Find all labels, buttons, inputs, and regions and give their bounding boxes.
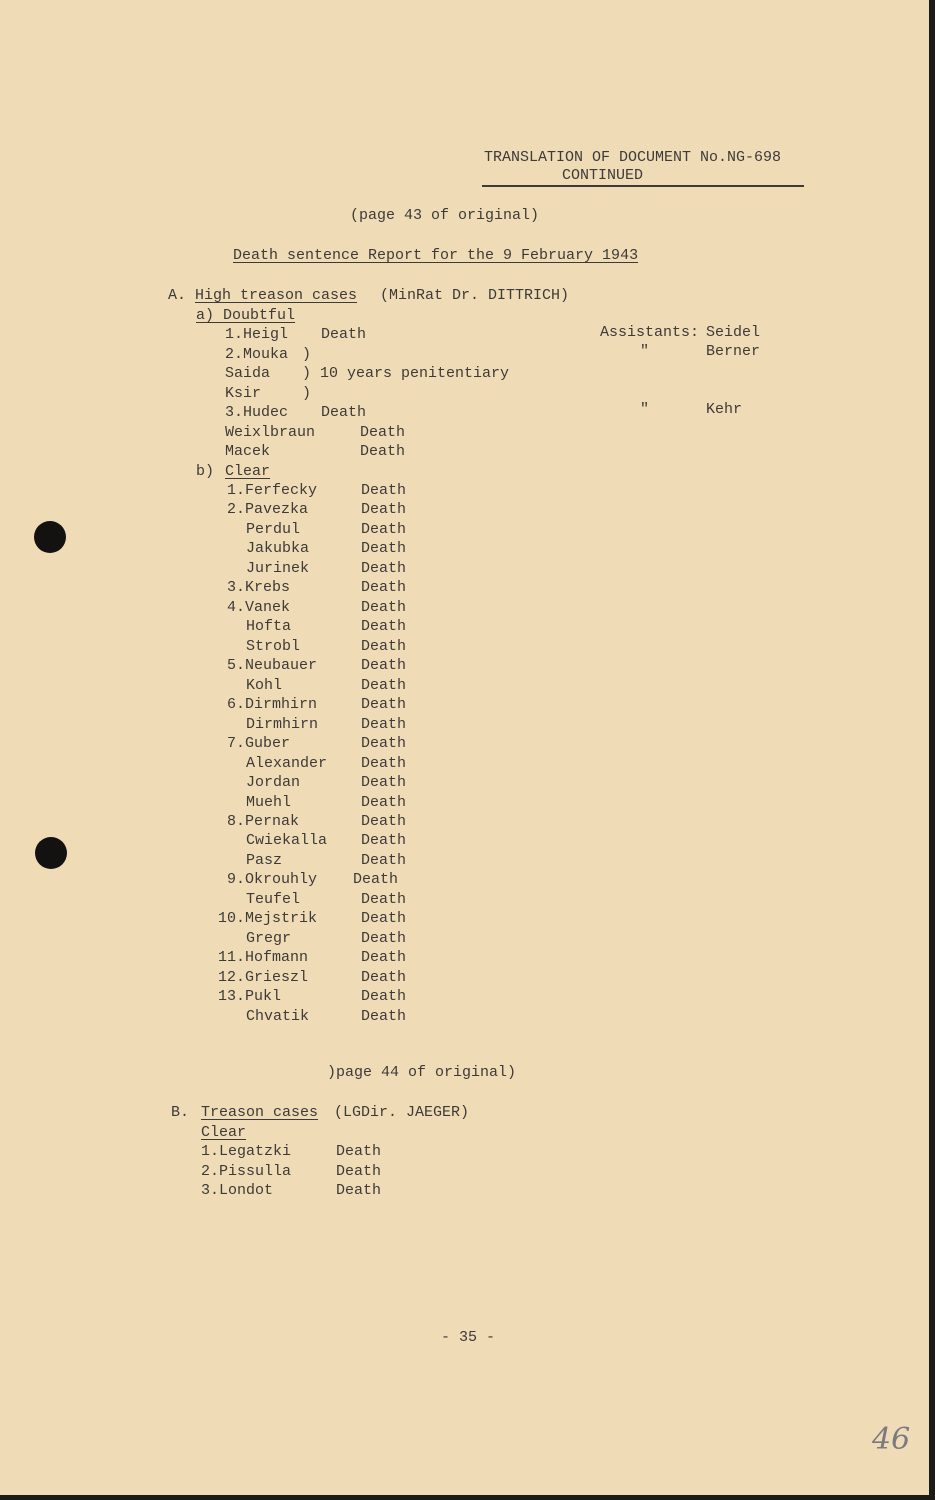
clear-sentence: Death — [361, 832, 407, 850]
clear-number: 4. — [227, 598, 246, 616]
clear-sentence: Death — [361, 696, 407, 714]
clear-number: 2. — [227, 501, 246, 519]
doubtful-name: Weixlbraun — [225, 423, 316, 441]
clear-sentence: Death — [361, 579, 407, 597]
clear-name: Chvatik — [246, 1007, 310, 1025]
treason-clear-number: 3. — [201, 1182, 220, 1199]
header-rule — [482, 185, 804, 187]
clear-sentence: Death — [361, 754, 407, 772]
clear-name: Pernak — [245, 812, 300, 830]
doubtful-name: Saida — [225, 365, 271, 382]
clear-sentence: Death — [361, 657, 407, 675]
clear-sentence: Death — [361, 910, 407, 928]
section-a-official: (MinRat Dr. DITTRICH) — [380, 287, 570, 304]
treason-clear-name: Legatzki — [219, 1143, 292, 1160]
clear-name: Jordan — [246, 774, 301, 792]
treason-clear-sentence: Death — [336, 1182, 382, 1199]
clear-name: Pavezka — [245, 501, 309, 519]
clear-sentence: Death — [361, 949, 407, 967]
clear-name: Kohl — [246, 676, 283, 694]
header-translation-line: TRANSLATION OF DOCUMENT No.NG-698 — [484, 149, 782, 166]
clear-name: Okrouhly — [245, 871, 318, 889]
page-number: - 35 - — [441, 1329, 496, 1346]
section-b-letter: B. — [171, 1104, 190, 1121]
clear-name: Jakubka — [246, 540, 310, 558]
clear-name: Vanek — [245, 598, 291, 616]
clear-sentence: Death — [361, 1007, 407, 1025]
clear-sentence: Death — [361, 618, 407, 636]
page-reference-44: )page 44 of original) — [327, 1064, 517, 1081]
doubtful-name: Heigl — [243, 326, 289, 343]
clear-name: Teufel — [246, 890, 301, 908]
clear-name: Strobl — [246, 637, 301, 655]
clear-sentence: Death — [361, 851, 407, 869]
clear-sentence: Death — [361, 559, 407, 577]
clear-name: Perdul — [246, 520, 301, 538]
doubtful-sentence: ) — [302, 384, 312, 402]
clear-sentence: Death — [353, 871, 399, 889]
clear-number: 9. — [227, 871, 246, 889]
treason-clear-sentence: Death — [336, 1162, 382, 1180]
clear-name: Ferfecky — [245, 482, 318, 499]
ditto-mark-2: " — [640, 401, 650, 418]
clear-name: Alexander — [246, 754, 328, 772]
doubtful-sentence: Death — [321, 404, 367, 421]
section-a-heading: High treason cases — [195, 287, 358, 304]
clear-number: 5. — [227, 657, 246, 675]
section-b-clear-label: Clear — [201, 1124, 247, 1141]
treason-clear-number: 2. — [201, 1162, 220, 1180]
clear-name: Jurinek — [246, 559, 310, 577]
clear-name: Guber — [245, 735, 291, 753]
clear-number: 1. — [227, 482, 246, 499]
clear-sentence: Death — [361, 774, 407, 792]
treason-clear-name: Londot — [219, 1182, 274, 1199]
clear-sentence: Death — [361, 501, 407, 519]
clear-sentence: Death — [361, 988, 407, 1006]
section-b-official: (LGDir. JAEGER) — [334, 1104, 470, 1121]
punch-hole-bottom — [35, 837, 67, 869]
clear-number: 11. — [218, 949, 246, 967]
clear-sentence: Death — [361, 929, 407, 947]
clear-number: 13. — [218, 988, 246, 1006]
clear-label: Clear — [225, 463, 271, 480]
doubtful-sentence: ) 10 years penitentiary — [302, 365, 510, 382]
doubtful-sentence: Death — [360, 423, 406, 441]
clear-name: Cwiekalla — [246, 832, 328, 850]
clear-number: 10. — [218, 910, 246, 928]
clear-sentence: Death — [361, 598, 407, 616]
clear-sentence: Death — [361, 968, 407, 986]
punch-hole-top — [34, 521, 66, 553]
section-b-heading: Treason cases — [201, 1104, 319, 1121]
clear-name: Gregr — [246, 929, 292, 947]
doubtful-name: Macek — [225, 443, 271, 460]
clear-name: Neubauer — [245, 657, 318, 675]
doubtful-sentence: ) — [302, 345, 312, 363]
doubtful-number: 1. — [225, 326, 244, 343]
clear-number: 8. — [227, 812, 246, 830]
page-reference-43: (page 43 of original) — [350, 207, 540, 224]
treason-clear-sentence: Death — [336, 1143, 382, 1160]
clear-name: Krebs — [245, 579, 291, 597]
clear-prefix: b) — [196, 463, 215, 480]
doubtful-number: 2. — [225, 345, 244, 363]
clear-sentence: Death — [361, 540, 407, 558]
ditto-mark-1: " — [640, 343, 650, 360]
assistant-kehr: Kehr — [706, 401, 743, 418]
clear-number: 6. — [227, 696, 246, 714]
doubtful-sentence: Death — [321, 326, 367, 343]
doubtful-number: 3. — [225, 404, 244, 421]
clear-number: 12. — [218, 968, 246, 986]
clear-number: 7. — [227, 735, 246, 753]
clear-name: Mejstrik — [245, 910, 318, 928]
doubtful-name: Mouka — [243, 345, 289, 363]
clear-name: Hofta — [246, 618, 292, 636]
clear-sentence: Death — [361, 482, 407, 499]
clear-sentence: Death — [361, 715, 407, 733]
document-header — [482, 146, 804, 186]
pencil-page-number: 46 — [872, 1422, 911, 1457]
section-a-letter: A. — [168, 287, 187, 304]
assistants-label: Assistants: — [600, 324, 700, 341]
clear-sentence: Death — [361, 637, 407, 655]
clear-sentence: Death — [361, 793, 407, 811]
clear-name: Muehl — [246, 793, 292, 811]
assistant-berner: Berner — [706, 343, 761, 360]
doubtful-label: a) Doubtful — [196, 307, 296, 324]
clear-name: Pasz — [246, 851, 283, 869]
document-title: Death sentence Report for the 9 February 1943 — [233, 247, 639, 264]
header-continued-line: CONTINUED — [562, 167, 644, 184]
doubtful-sentence: Death — [360, 443, 406, 460]
treason-clear-name: Pissulla — [219, 1162, 292, 1180]
clear-name: Pukl — [245, 988, 282, 1006]
clear-name: Dirmhirn — [246, 715, 319, 733]
clear-sentence: Death — [361, 890, 407, 908]
clear-sentence: Death — [361, 520, 407, 538]
clear-number: 3. — [227, 579, 246, 597]
doubtful-name: Ksir — [225, 384, 262, 402]
clear-name: Dirmhirn — [245, 696, 318, 714]
assistant-seidel: Seidel — [706, 324, 761, 341]
clear-sentence: Death — [361, 812, 407, 830]
clear-sentence: Death — [361, 735, 407, 753]
clear-name: Grieszl — [245, 968, 309, 986]
treason-clear-number: 1. — [201, 1143, 220, 1160]
doubtful-name: Hudec — [243, 404, 289, 421]
clear-sentence: Death — [361, 676, 407, 694]
clear-name: Hofmann — [245, 949, 309, 967]
